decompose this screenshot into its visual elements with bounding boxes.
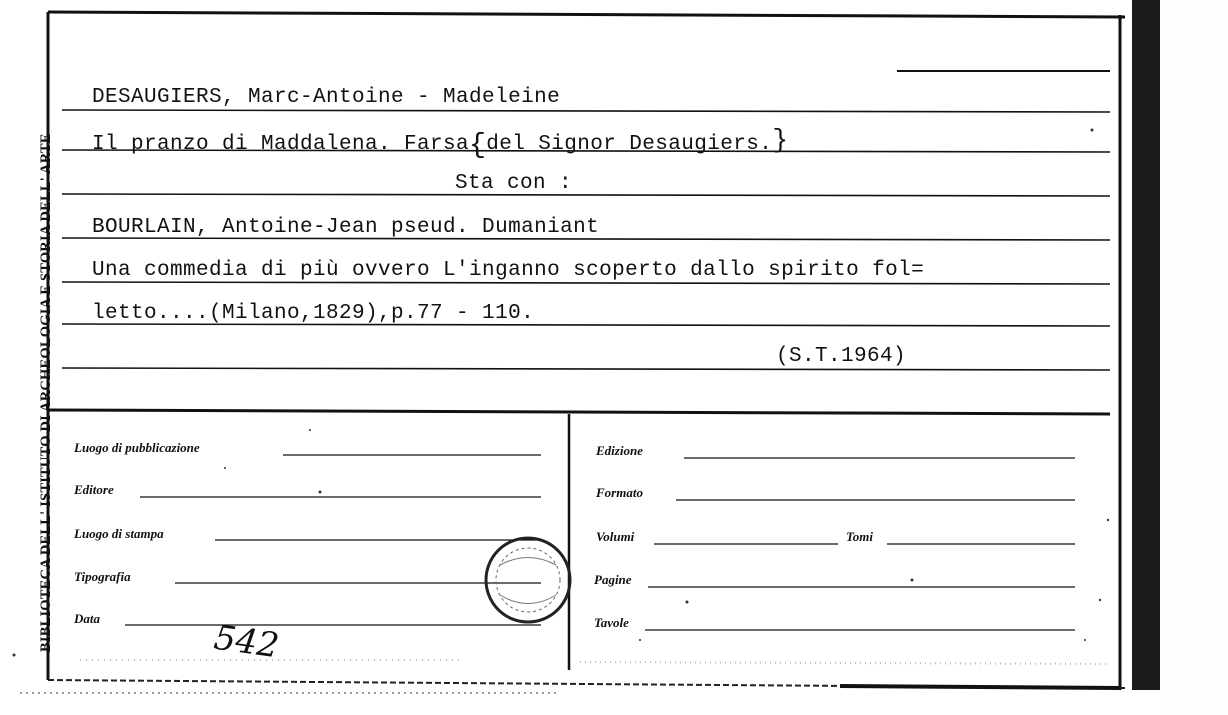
handwritten-number: 542 <box>211 617 282 667</box>
label-edizione: Edizione <box>596 443 643 458</box>
label-data: Data <box>74 611 100 626</box>
author-line: DESAUGIERS, Marc-Antoine - Madeleine <box>92 86 561 109</box>
related-author-line: BOURLAIN, Antoine-Jean pseud. Dumaniant <box>92 216 600 239</box>
label-volumi: Volumi <box>596 529 635 544</box>
shelfmark: (S.T.1964) <box>776 345 907 368</box>
related-title-line-2: letto....(Milano,1829),p.77 - 110. <box>92 302 535 325</box>
label-pagine: Pagine <box>594 572 632 587</box>
related-title-line-1: Una commedia di più ovvero L'inganno scoperto dallo spirito fol= <box>92 259 925 282</box>
label-formato: Formato <box>596 485 643 500</box>
title-text: Il pranzo di Maddalena. Farsa <box>92 133 470 156</box>
title-bracket: { <box>469 130 487 161</box>
label-luogo-stampa: Luogo di stampa <box>74 526 164 541</box>
library-stamp <box>486 538 570 622</box>
title-line <box>92 125 789 161</box>
scan-specks <box>13 129 1110 657</box>
label-tavole: Tavole <box>594 615 629 630</box>
library-side-label: BIBLIOTECA DELL' ISTITUTO DI ARCHEOLOGIA E STORIA DELL' ARTE <box>38 133 54 652</box>
sta-con-line: Sta con : <box>455 172 573 195</box>
title-bracket-close: } <box>772 125 789 155</box>
title-text-cont: del Signor Desaugiers. <box>486 133 773 156</box>
label-tipografia: Tipografia <box>74 569 131 584</box>
label-luogo-pubblicazione: Luogo di pubblicazione <box>74 440 200 455</box>
label-editore: Editore <box>74 482 114 497</box>
label-tomi: Tomi <box>846 529 873 544</box>
